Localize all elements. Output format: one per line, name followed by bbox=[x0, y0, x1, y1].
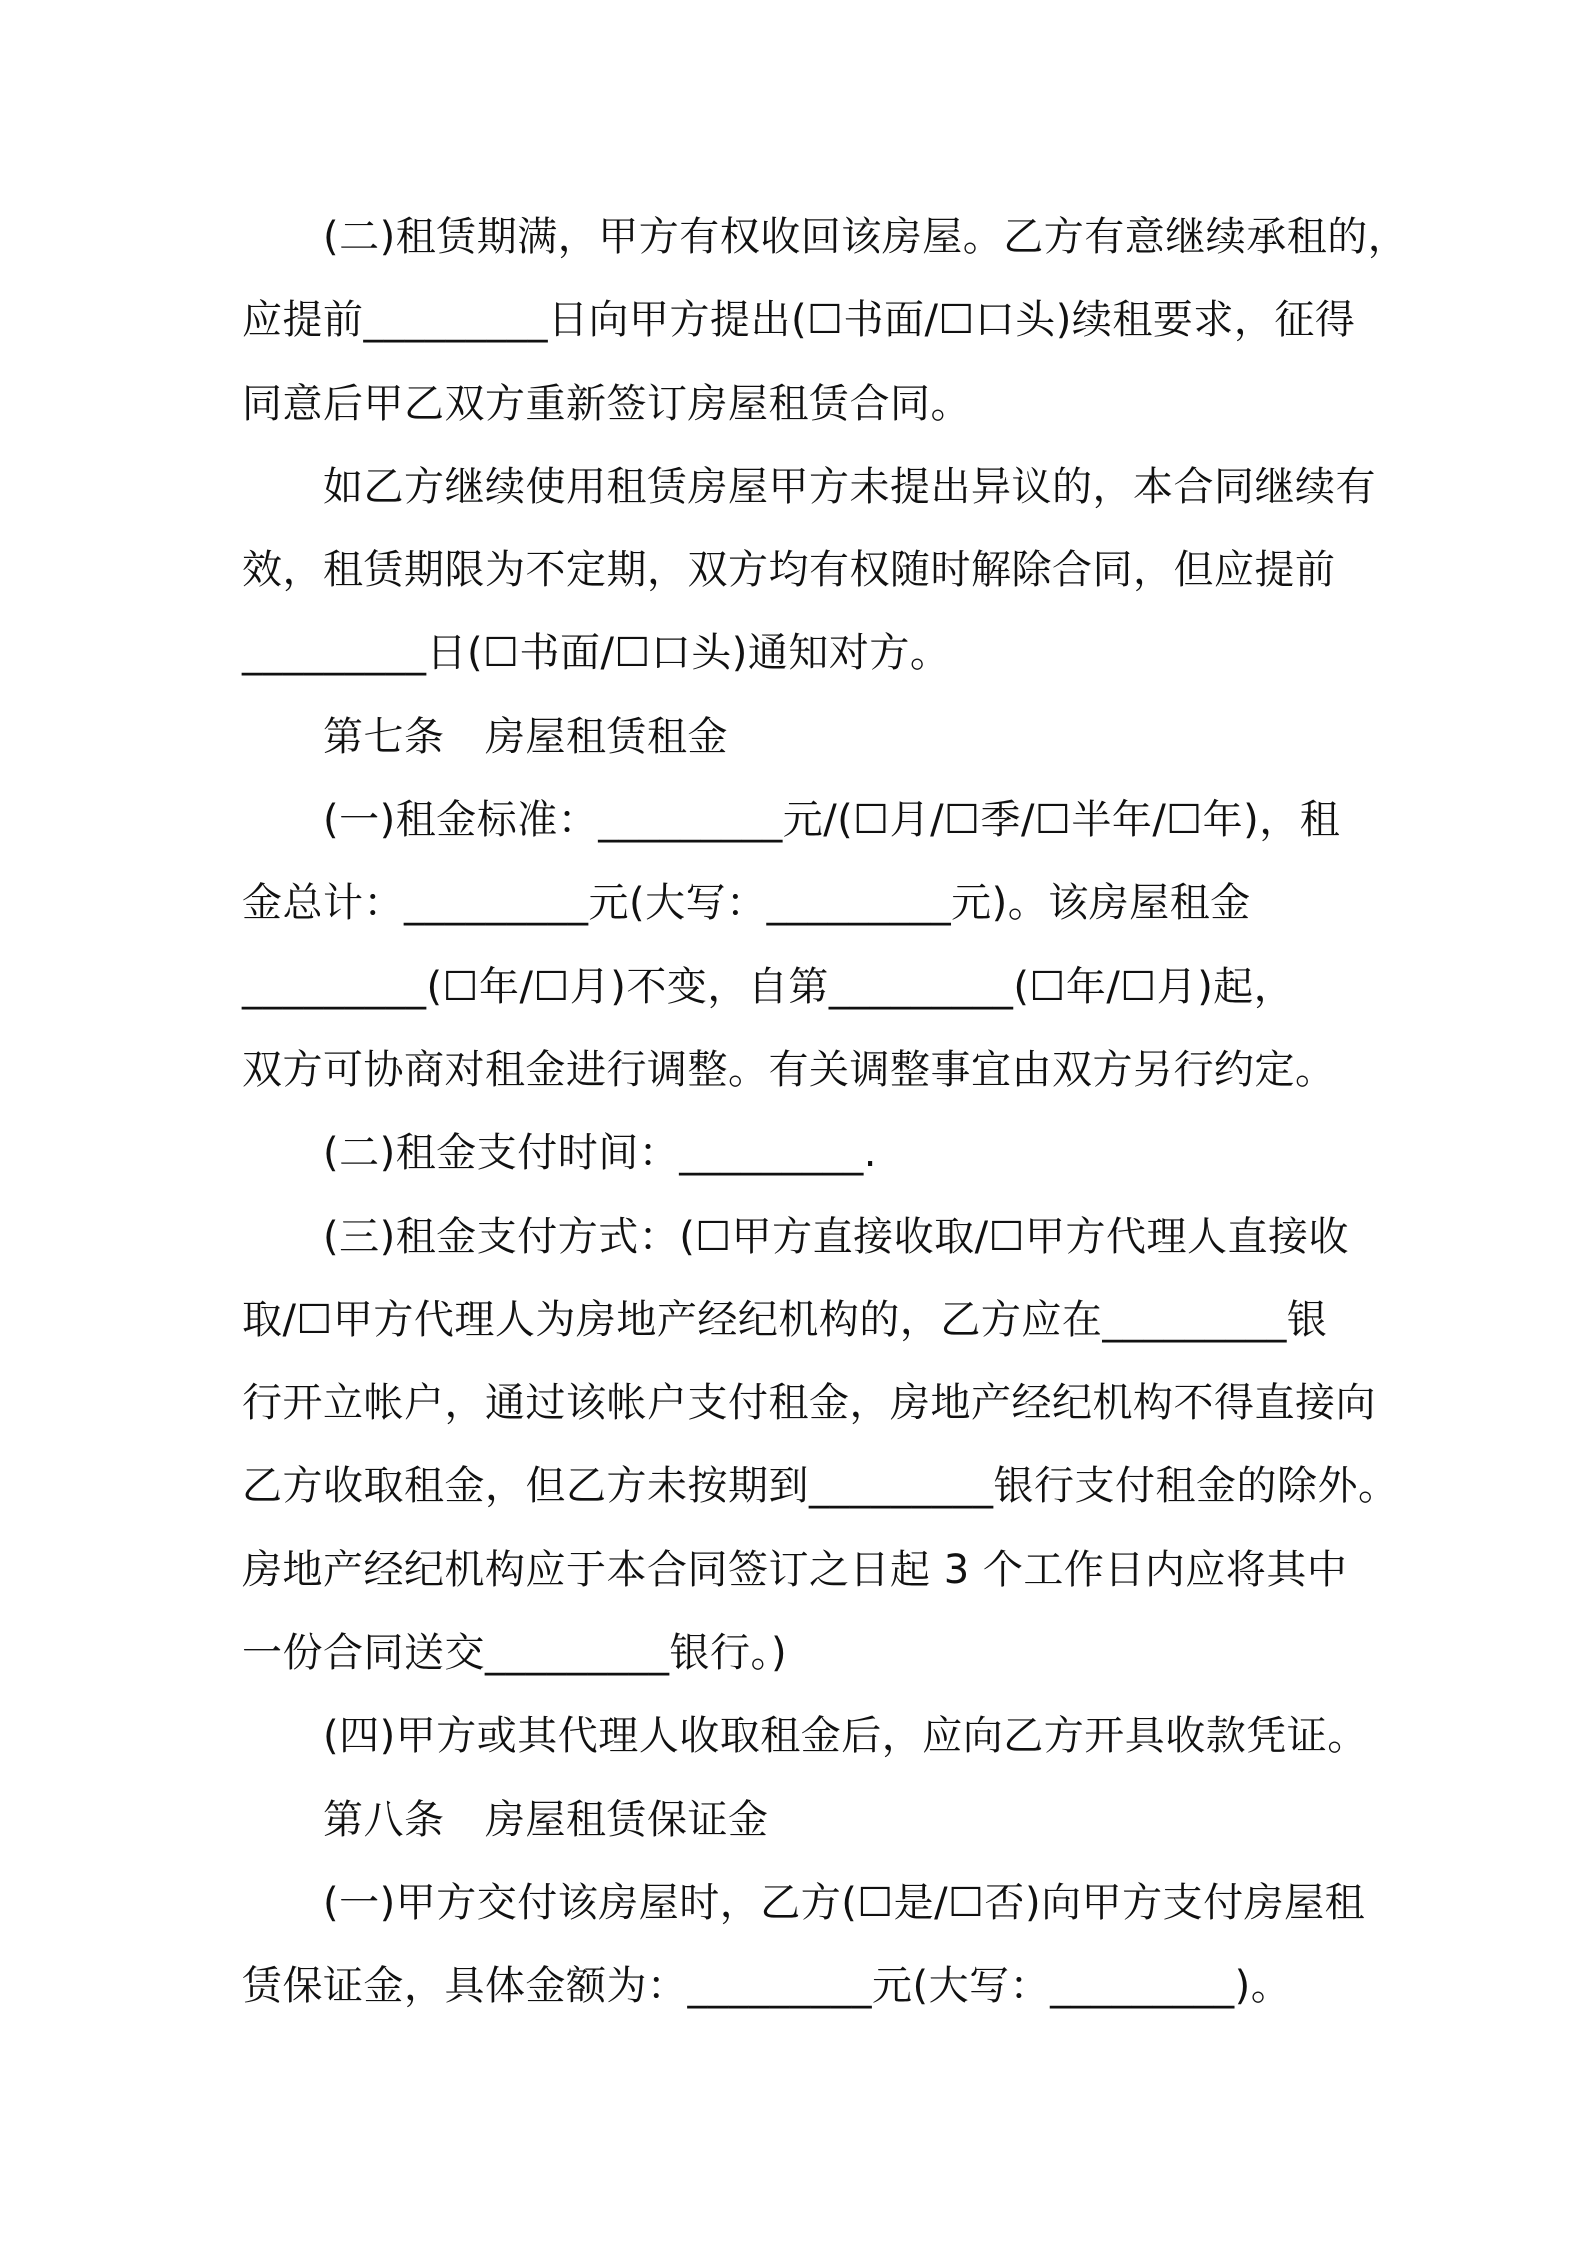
text-line: (四)甲方或其代理人收取租金后，应向乙方开具收款凭证。 bbox=[242, 1713, 1368, 1760]
contract-text bbox=[242, 196, 1409, 2029]
text-line: 金总计：_________元(大写：_________元)。该房屋租金 bbox=[242, 880, 1251, 927]
text-line: (一)租金标准：_________元/(☐月/☐季/☐半年/☐年)，租 bbox=[242, 797, 1341, 844]
text-line: (一)甲方交付该房屋时，乙方(☐是/☐否)向甲方支付房屋租 bbox=[242, 1879, 1366, 1926]
text-line: (三)租金支付方式：(☐甲方直接收取/☐甲方代理人直接收 bbox=[242, 1213, 1350, 1260]
text-line: 双方可协商对租金进行调整。有关调整事宜由双方另行约定。 bbox=[242, 1046, 1336, 1093]
text-line: (二)租赁期满，甲方有权收回该房屋。乙方有意继续承租的， bbox=[242, 214, 1409, 260]
text-line: 赁保证金，具体金额为：_________元(大写：_________)。 bbox=[242, 1963, 1292, 2010]
text-line: 如乙方继续使用租赁房屋甲方未提出异议的，本合同继续有 bbox=[242, 463, 1376, 510]
text-line: 一份合同送交_________银行。) bbox=[242, 1630, 788, 1677]
text-line: 效，租赁期限为不定期，双方均有权随时解除合同，但应提前 bbox=[242, 547, 1336, 594]
article-heading: 第七条 房屋租赁租金 bbox=[242, 713, 728, 760]
text-line: (二)租金支付时间：_________. bbox=[242, 1130, 877, 1177]
article-heading: 第八条 房屋租赁保证金 bbox=[242, 1796, 769, 1843]
text-line: _________日(☐书面/☐口头)通知对方。 bbox=[242, 630, 951, 677]
text-line: 行开立帐户，通过该帐户支付租金，房地产经纪机构不得直接向 bbox=[242, 1380, 1376, 1427]
text-line: 同意后甲乙双方重新签订房屋租赁合同。 bbox=[242, 380, 971, 427]
text-line: 房地产经纪机构应于本合同签订之日起 3 个工作日内应将其中 bbox=[242, 1546, 1348, 1593]
text-line: 取/☐甲方代理人为房地产经纪机构的，乙方应在_________银 bbox=[242, 1296, 1328, 1343]
text-line: 应提前_________日向甲方提出(☐书面/☐口头)续租要求，征得 bbox=[242, 297, 1356, 344]
text-line: _________(☐年/☐月)不变，自第_________(☐年/☐月)起， bbox=[242, 963, 1295, 1010]
text-line: 乙方收取租金，但乙方未按期到_________银行支付租金的除外。 bbox=[242, 1463, 1399, 1510]
